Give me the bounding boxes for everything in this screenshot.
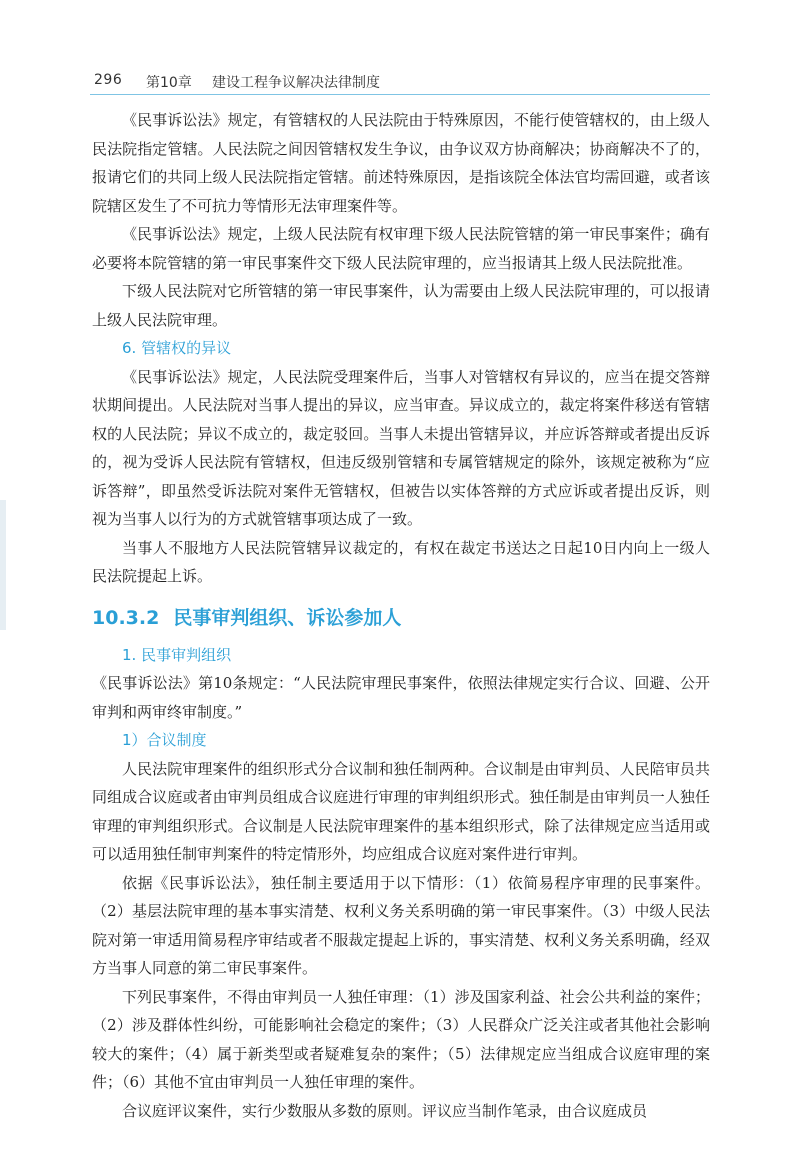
paragraph: 《民事诉讼法》规定，有管辖权的人民法院由于特殊原因，不能行使管辖权的，由上级人民法院指定管辖。人民法院之间因管辖权发生争议，由争议双方协商解决；协商解决不了的，报请它们的共同上级人民法院指定管辖。前述特殊原因，是指该院全体法官均需回避，或者该院辖区发生了不可抗力等情形无法审理案件等。 [92, 111, 710, 215]
chapter-title: 建设工程争议解决法律制度 [212, 75, 380, 91]
paragraph: 《民事诉讼法》第10条规定：“人民法院审理民事案件，依照法律规定实行合议、回避、公开审判和两审终审制度。” [92, 674, 710, 721]
page-edge-shadow [0, 500, 6, 630]
paragraph: 《民事诉讼法》规定，人民法院受理案件后，当事人对管辖权有异议的，应当在提交答辩状期间提出。人民法院对当事人提出的异议，应当审查。异议成立的，裁定将案件移送有管辖权的人民法院；异议不成立的，裁定驳回。当事人未提出管辖异议，并应诉答辩或者提出反诉的，视为受诉人民法院有管辖权，但违反级别管辖和专属管辖规定的除外，该规定被称为“应诉答辩”，即虽然受诉法院对案件无管辖权，但被告以实体答辩的方式应诉或者提出反诉，则视为当事人以行为的方式就管辖事项达成了一致。 [92, 367, 710, 528]
paragraph: 依据《民事诉讼法》，独任制主要适用于以下情形：（1）依简易程序审理的民事案件。（2）基层法院审理的基本事实清楚、权利义务关系明确的第一审民事案件。（3）中级人民法院对第一审适用简易程序审结或者不服裁定提起上诉的，事实清楚、权利义务关系明确，经双方当事人同意的第二审民事案件。 [92, 873, 710, 977]
section-heading [92, 601, 710, 635]
page-number: 296 [94, 72, 123, 88]
paragraph: 人民法院审理案件的组织形式分合议制和独任制两种。合议制是由审判员、人民陪审员共同组成合议庭或者由审判员组成合议庭进行审理的审判组织形式。独任制是由审判员一人独任审理的审判组织形式。合议制是人民法院审理案件的基本组织形式，除了法律规定应当适用或可以适用独任制审判案件的特定情形外，均应组成合议庭对案件进行审判。 [92, 759, 710, 863]
section-number: 10.3.2 [92, 606, 160, 629]
subheading-collegial-system: 1）合议制度 [122, 731, 207, 749]
subheading-objection: 6. 管辖权的异议 [122, 339, 232, 357]
paragraph: 下列民事案件，不得由审判员一人独任审理：（1）涉及国家利益、社会公共利益的案件；（2）涉及群体性纠纷，可能影响社会稳定的案件；（3）人民群众广泛关注或者其他社会影响较大的案件；（4）属于新类型或者疑难复杂的案件；（5）法律规定应当组成合议庭审理的案件；（6）其他不宜由审判员一人独任审理的案件。 [92, 987, 710, 1091]
running-header [90, 70, 710, 95]
subheading-trial-organization: 1. 民事审判组织 [122, 645, 232, 664]
paragraph: 下级人民法院对它所管辖的第一审民事案件，认为需要由上级人民法院审理的，可以报请上级人民法院审理。 [92, 282, 710, 329]
paragraph: 《民事诉讼法》规定，上级人民法院有权审理下级人民法院管辖的第一审民事案件；确有必要将本院管辖的第一审民事案件交下级人民法院审理的，应当报请其上级人民法院批准。 [92, 225, 710, 272]
section-title: 民事审判组织、诉讼参加人 [173, 606, 402, 629]
paragraph: 当事人不服地方人民法院管辖异议裁定的，有权在裁定书送达之日起10日内向上一级人民法院提起上诉。 [92, 538, 710, 585]
page-body [92, 106, 710, 1125]
chapter-label: 第10章 [146, 75, 192, 91]
paragraph: 合议庭评议案件，实行少数服从多数的原则。评议应当制作笔录，由合议庭成员 [122, 1101, 648, 1120]
